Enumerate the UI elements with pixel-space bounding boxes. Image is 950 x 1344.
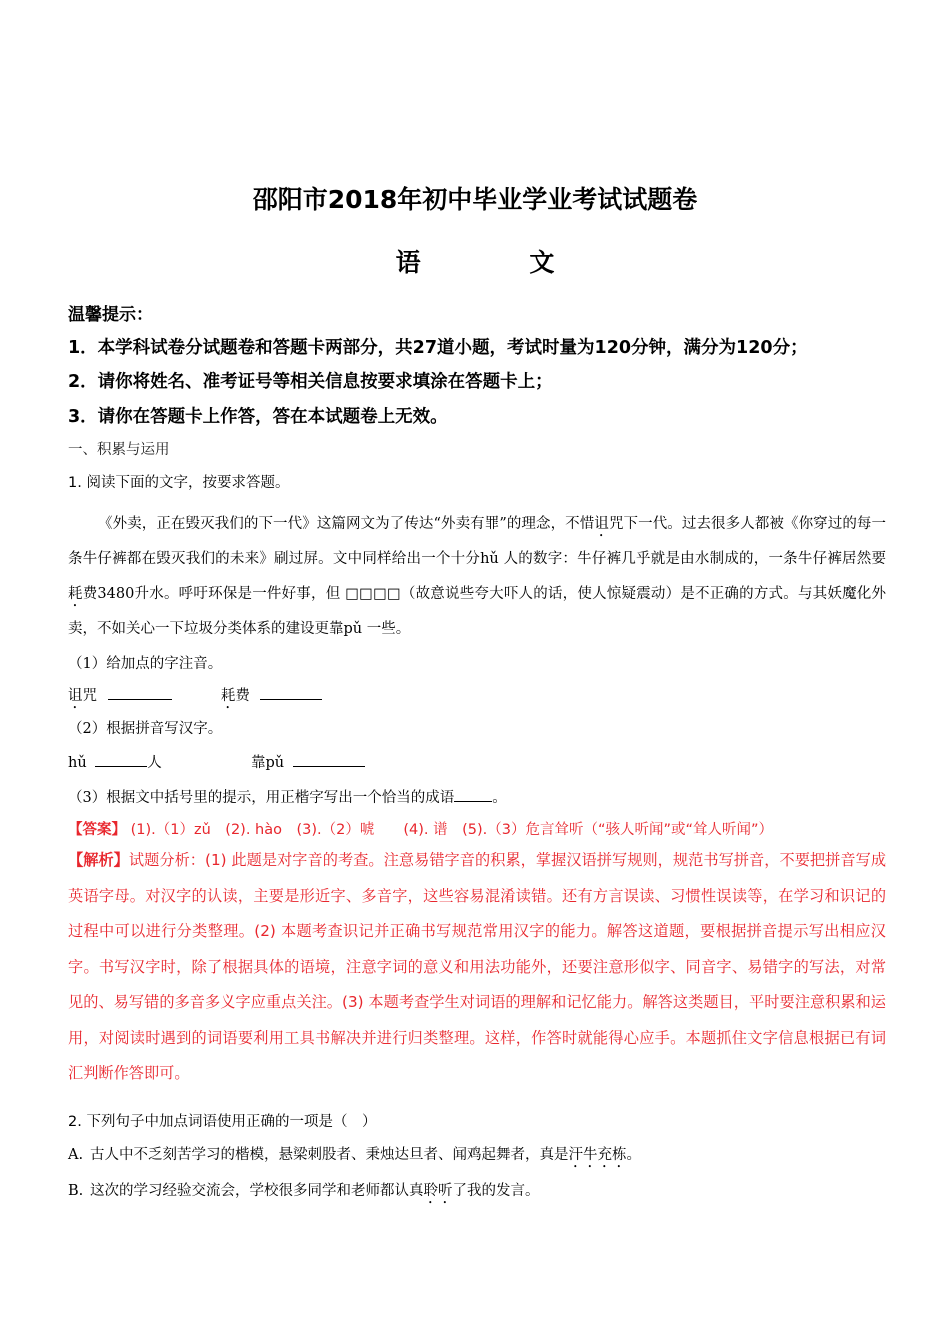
pinyin-hu: hǔ	[68, 755, 87, 771]
section-heading: 一、积累与运用	[68, 442, 170, 458]
word-fei: 费	[235, 688, 250, 704]
word-zhou: 咒	[82, 688, 97, 704]
tip-item-3: 3．请你在答题卡上作答，答在本试题卷上无效。	[68, 407, 448, 427]
question-1-analysis	[68, 843, 886, 1092]
question-1-answer	[68, 818, 773, 839]
answer-text: (1).（1）zǔ (2). hào (3).（2）唬 (4). 谱 (5).（3）危言耸听（“骇人听闻”或“耸人听闻”）	[130, 822, 774, 838]
analysis-tag: 【解析】	[68, 851, 129, 869]
answer-blank-1[interactable]	[108, 685, 172, 700]
sub-question-1: （1）给加点的字注音。	[68, 656, 223, 672]
question-1-stem: 1. 阅读下面的文字，按要求答题。	[68, 475, 290, 491]
page-title: 邵阳市2018年初中毕业学业考试试题卷	[252, 185, 698, 214]
dotted-char-hao: 耗	[220, 688, 236, 704]
passage-text-1: 《外卖，正在毁灭我们的下一代》这篇网文为了传达“外卖有罪”的理念，不惜	[98, 516, 595, 532]
analysis-text: 试题分析：(1) 此题是对字音的考查。注意易错字音的积累，掌握汉语拼写规则，规范书写拼音，不要把拼音写成英语字母。对汉字的认读，主要是形近字、多音字，这些容易混淆读错。还有方言误读、习惯性误读等，在学习和识记的过程中可以进行分类整理。(2) 本题考查识记并正确书写规范常用汉字的能力。解答这道题，要根据拼音提示写出相应汉字。书写汉字时，除了根据具体的语境，注意字词的意义和用法功能外，还要注意形似字、同音字、易错字的写法，对常见的、易写错的多音多义字应重点关注。(3) 本题考查学生对词语的理解和记忆能力。解答这类题目，平时要注意积累和运用，对阅读时遇到的词语要利用工具书解决并进行归类整理。这样，作答时就能得心应手。本题抓住文字信息根据已有词汇判断作答即可。	[68, 851, 887, 1082]
option-a-dotted: 汗牛充栋	[568, 1147, 627, 1163]
option-b-letter: B.	[68, 1183, 84, 1199]
answer-tag: 【答案】	[68, 822, 126, 838]
option-b-dotted: 聆听	[423, 1183, 453, 1199]
tip-item-1: 1．本学科试卷分试题卷和答题卡两部分，共27道小题，考试时量为120分钟，满分为120分；	[68, 338, 808, 358]
option-a-text: 古人中不乏刻苦学习的楷模，悬梁刺股者、秉烛达旦者、闻鸡起舞者，真是	[90, 1147, 569, 1163]
pinyin-pu: 靠pǔ	[251, 755, 285, 771]
dotted-char-1: 诅	[594, 516, 609, 532]
passage-text-3: 费3480升水。呼吁环保是一件好事，但 □□□□（故意说些夸大吓人的话，使人惊疑震动）是不正确的方式。与其妖魔化外卖，不如关心一下垃圾分类体系的建设更靠pǔ 一些。	[68, 586, 887, 637]
answer-blank-2[interactable]	[260, 685, 322, 700]
sub-question-3	[68, 786, 507, 807]
option-b-end: 了我的发言。	[452, 1183, 540, 1199]
dotted-char-2: 耗	[68, 586, 83, 602]
answer-blank-5[interactable]	[454, 787, 492, 802]
option-a-letter: A.	[68, 1147, 84, 1163]
question-1-passage	[68, 507, 886, 647]
answer-blank-4[interactable]	[293, 752, 365, 767]
word-ren: 人	[147, 755, 162, 771]
tip-item-2: 2．请你将姓名、准考证号等相关信息按要求填涂在答题卡上；	[68, 372, 553, 392]
tips-heading: 温馨提示：	[68, 305, 153, 325]
dotted-char-zu: 诅	[68, 688, 83, 704]
answer-blank-3[interactable]	[95, 752, 147, 767]
question-2-stem: 2. 下列句子中加点词语使用正确的一项是（ ）	[68, 1114, 377, 1130]
subject-title: 语 文	[395, 248, 605, 277]
option-b[interactable]	[68, 1179, 540, 1207]
option-b-text: 这次的学习经验交流会，学校很多同学和老师都认真	[90, 1183, 424, 1199]
sub-question-3-text: （3）根据文中括号里的提示，用正楷字写出一个恰当的成语	[68, 790, 455, 806]
option-a-end: 。	[626, 1147, 641, 1163]
sub-question-1-blanks	[68, 684, 322, 712]
sub-question-3-end: 。	[492, 790, 507, 806]
sub-question-2: （2）根据拼音写汉字。	[68, 721, 223, 737]
sub-question-2-blanks	[68, 751, 365, 772]
option-a[interactable]	[68, 1143, 641, 1171]
passage-text-2: 咒下一代。过去很多人都被《你穿过的每一条牛仔裤都在毁灭我们的未来》刷过屏。文中同样给出一个十分hǔ 人的数字：牛仔裤几乎就是由水制成的，一条牛仔裤居然要	[68, 516, 887, 567]
